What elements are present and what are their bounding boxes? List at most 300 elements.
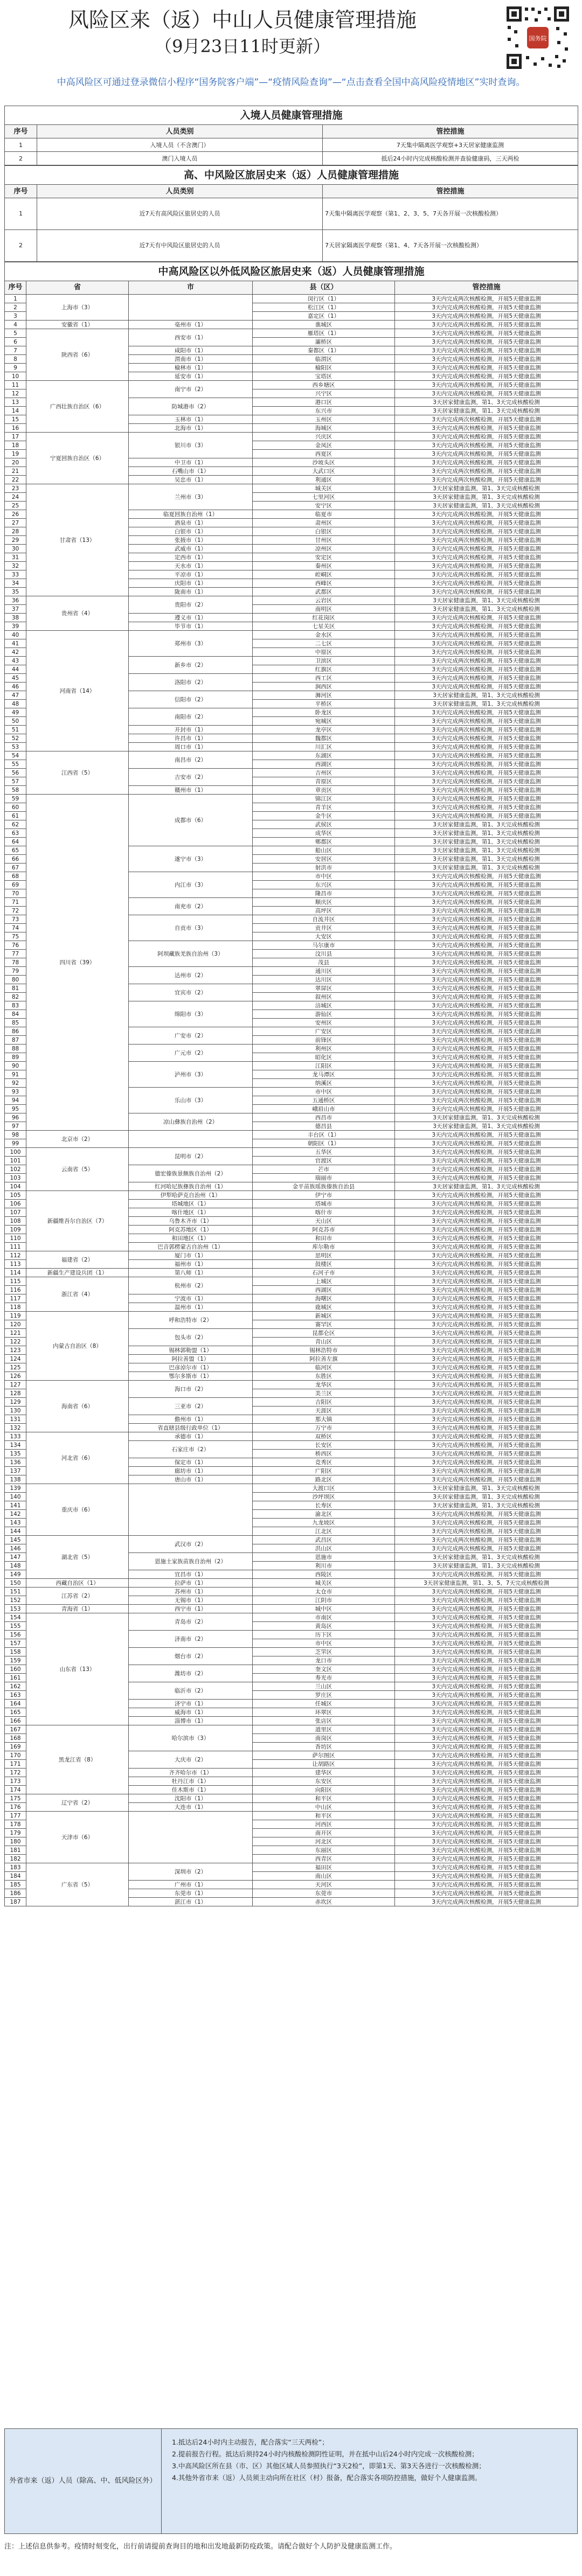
control-measure: 3天内完成两次核酸检测，开展5天健康监测 (395, 562, 578, 570)
city-cell: 昆明市（2） (129, 1148, 253, 1165)
city-cell: 防城港市（2） (129, 398, 253, 415)
district-cell: 东胜区 (253, 1372, 395, 1381)
province-cell: 安徽省（1） (26, 321, 129, 329)
district-cell: 广安区 (253, 1027, 395, 1036)
control-measure: 3天内完成两次核酸检测，开展5天健康监测 (395, 1139, 578, 1148)
control-measure: 3天内完成两次核酸检测，开展5天健康监测 (395, 907, 578, 915)
city-cell: 温州市（1） (129, 1303, 253, 1312)
district-cell: 塔城市 (253, 1200, 395, 1208)
row-index: 9 (5, 364, 26, 372)
row-index: 180 (5, 1837, 26, 1846)
table-row (5, 1269, 578, 1277)
city-cell: 呼和浩特市（2） (129, 1312, 253, 1329)
district-cell: 射洪市 (253, 864, 395, 872)
row-index: 183 (5, 1863, 26, 1872)
district-cell: 芒市 (253, 1165, 395, 1174)
control-measure: 3天内完成两次核酸检测，开展5天健康监测 (395, 1234, 578, 1243)
footer-line: 4.其他外省市来（返）人员须主动向所在社区（村）报备，配合落实各项防控措施，做好个人健康监测。 (172, 2474, 482, 2482)
page-title: 风险区来（返）中山人员健康管理措施 (68, 8, 417, 32)
city-cell: 济南市（2） (129, 1631, 253, 1648)
city-cell: 庆阳市（1） (129, 579, 253, 588)
control-measure: 3天内完成两次核酸检测，开展5天健康监测 (395, 1174, 578, 1182)
control-measure: 3天内完成两次核酸检测，开展5天健康监测 (395, 1389, 578, 1398)
city-cell: 天水市（1） (129, 562, 253, 570)
row-index: 135 (5, 1450, 26, 1458)
district-cell: 洪山区 (253, 1544, 395, 1553)
row-index: 92 (5, 1079, 26, 1088)
table-row (5, 295, 578, 303)
district-cell: 赤坎区 (253, 1898, 395, 1906)
province-cell: 河南省（14） (26, 631, 129, 751)
district-cell: 大安区 (253, 932, 395, 941)
control-measure: 3天内完成两次核酸检测，开展5天健康监测 (395, 674, 578, 683)
control-measure: 3天内完成两次核酸检测，开展5天健康监测 (395, 1303, 578, 1312)
district-cell: 长安区 (253, 1441, 395, 1450)
row-index: 20 (5, 458, 26, 467)
row-index: 97 (5, 1122, 26, 1131)
row-index: 56 (5, 769, 26, 777)
control-measure: 3天内完成两次核酸检测，开展5天健康监测 (395, 312, 578, 321)
row-index: 99 (5, 1139, 26, 1148)
city-cell: 巴彦淖尔市（1） (129, 1363, 253, 1372)
control-measure: 3天居家健康监测，第1、3天完成核酸检测 (395, 484, 578, 493)
row-index: 49 (5, 708, 26, 717)
district-cell: 利州区 (253, 1045, 395, 1053)
control-measure: 3天内完成两次核酸检测，开展5天健康监测 (395, 1096, 578, 1105)
province-cell: 陕西省（6） (26, 329, 129, 381)
city-cell: 德宏傣族景颇族自治州（2） (129, 1165, 253, 1182)
table-row (5, 1277, 578, 1286)
province-cell: 江苏省（2） (26, 1588, 129, 1605)
section3-table (4, 262, 578, 1906)
district-cell: 青原区 (253, 777, 395, 786)
row-index: 63 (5, 829, 26, 838)
table-row (5, 152, 578, 165)
control-measure: 3天内完成两次核酸检测，开展5天健康监测 (395, 1208, 578, 1217)
district-cell: 和田市 (253, 1234, 395, 1243)
row-index: 12 (5, 389, 26, 398)
control-measure: 3天居家健康监测，第1、3天完成核酸检测 (395, 864, 578, 872)
control-measure: 3天内完成两次核酸检测，开展5天健康监测 (395, 717, 578, 726)
district-cell: 南开区 (253, 1829, 395, 1837)
row-index: 27 (5, 519, 26, 527)
table-row (5, 1148, 578, 1157)
city-cell: 包头市（2） (129, 1329, 253, 1346)
row-index: 3 (5, 312, 26, 321)
control-measure: 3天内完成两次核酸检测，开展5天健康监测 (395, 1708, 578, 1717)
district-cell: 自流井区 (253, 915, 395, 924)
city-cell: 平凉市（1） (129, 570, 253, 579)
person-category: 澳门入境人员 (37, 152, 323, 165)
row-index: 60 (5, 803, 26, 812)
district-cell: 让胡路区 (253, 1760, 395, 1769)
city-cell: 成都市（6） (129, 795, 253, 846)
row-index: 126 (5, 1372, 26, 1381)
table-row (5, 795, 578, 803)
row-index: 41 (5, 639, 26, 648)
control-measure: 3天内完成两次核酸检测，开展5天健康监测 (395, 381, 578, 389)
row-index: 154 (5, 1613, 26, 1622)
city-cell: 泸州市（3） (129, 1062, 253, 1088)
control-measure: 3天内完成两次核酸检测，开展5天健康监测 (395, 588, 578, 596)
row-index: 186 (5, 1889, 26, 1898)
district-cell: 桥西区 (253, 1450, 395, 1458)
city-cell: 郑州市（3） (129, 631, 253, 657)
row-index: 155 (5, 1622, 26, 1631)
district-cell: 涧西区 (253, 683, 395, 691)
row-index: 59 (5, 795, 26, 803)
control-measure: 3天内完成两次核酸检测，开展5天健康监测 (395, 570, 578, 579)
control-measure: 3天内完成两次核酸检测，开展5天健康监测 (395, 1519, 578, 1527)
control-measure: 3天内完成两次核酸检测，开展5天健康监测 (395, 1079, 578, 1088)
district-cell: 历下区 (253, 1631, 395, 1639)
row-index: 91 (5, 1070, 26, 1079)
district-cell: 石河子市 (253, 1269, 395, 1277)
control-measure: 3天内完成两次核酸检测，开展5天健康监测 (395, 527, 578, 536)
province-cell: 河北省（6） (26, 1432, 129, 1484)
city-cell: 威海市（1） (129, 1708, 253, 1717)
city-cell: 西宁市（1） (129, 1605, 253, 1613)
control-measure: 3天内完成两次核酸检测，开展5天健康监测 (395, 1019, 578, 1027)
section3-body (5, 295, 578, 1906)
control-measure: 3天内完成两次核酸检测，开展5天健康监测 (395, 1407, 578, 1415)
row-index: 76 (5, 941, 26, 950)
table-row (5, 1251, 578, 1260)
row-index: 65 (5, 846, 26, 855)
city-cell: 淄博市（1） (129, 1717, 253, 1725)
city-cell: 南昌市（2） (129, 751, 253, 769)
district-cell: 临河区 (253, 1363, 395, 1372)
city-cell: 三亚市（2） (129, 1398, 253, 1415)
city-cell: 锡林郭勒盟（1） (129, 1346, 253, 1355)
row-index: 94 (5, 1096, 26, 1105)
province-cell: 内蒙古自治区（8） (26, 1312, 129, 1381)
row-index: 152 (5, 1596, 26, 1605)
city-cell: 伊犁哈萨克自治州（1） (129, 1191, 253, 1200)
row-index: 158 (5, 1648, 26, 1656)
row-index: 110 (5, 1234, 26, 1243)
row-index: 142 (5, 1510, 26, 1519)
district-cell: 中山区 (253, 1803, 395, 1812)
province-cell: 宁夏回族自治区（6） (26, 433, 129, 484)
district-cell: 武侯区 (253, 820, 395, 829)
control-measure: 3天内完成两次核酸检测，开展5天健康监测 (395, 1631, 578, 1639)
city-cell: 新乡市（2） (129, 657, 253, 674)
control-measure: 3天内完成两次核酸检测，开展5天健康监测 (395, 1148, 578, 1157)
city-cell: 阿克苏地区（1） (129, 1226, 253, 1234)
city-cell: 白银市（1） (129, 527, 253, 536)
table-row (5, 1432, 578, 1441)
city-cell: 济宁市（1） (129, 1700, 253, 1708)
section3-title: 中高风险区以外低风险区旅居史来（返）人员健康管理措施 (5, 262, 578, 281)
city-cell: 塔城地区（1） (129, 1200, 253, 1208)
control-measure: 3天内完成两次核酸检测，开展5天健康监测 (395, 1786, 578, 1794)
row-index: 159 (5, 1656, 26, 1665)
row-index: 166 (5, 1717, 26, 1725)
row-index: 64 (5, 838, 26, 846)
control-measure: 3天内完成两次核酸检测，开展5天健康监测 (395, 1217, 578, 1226)
row-index: 173 (5, 1777, 26, 1786)
table-row (5, 1605, 578, 1613)
district-cell: 江北区 (253, 1527, 395, 1536)
province-cell: 天津市（6） (26, 1812, 129, 1863)
control-measure: 3天内完成两次核酸检测，开展5天健康监测 (395, 1613, 578, 1622)
control-measure: 3天内完成两次核酸检测，开展5天健康监测 (395, 424, 578, 433)
row-index: 131 (5, 1415, 26, 1424)
row-index: 144 (5, 1527, 26, 1536)
district-cell: 汶川县 (253, 950, 395, 958)
district-cell: 红花岗区 (253, 614, 395, 622)
row-index: 101 (5, 1157, 26, 1165)
table-row (5, 596, 578, 605)
table-row (5, 321, 578, 329)
person-category: 近7天有高风险区旅居史的人员 (37, 198, 323, 230)
control-measure: 3天内完成两次核酸检测，开展5天健康监测 (395, 1855, 578, 1863)
control-measure: 3天内完成两次核酸检测，开展5天健康监测 (395, 1872, 578, 1881)
table-row (5, 433, 578, 441)
province-cell: 青海省（1） (26, 1605, 129, 1613)
control-measure: 3天内完成两次核酸检测，开展5天健康监测 (395, 639, 578, 648)
city-cell: 中卫市（1） (129, 458, 253, 467)
district-cell: 美兰区 (253, 1389, 395, 1398)
district-cell: 九龙坡区 (253, 1519, 395, 1527)
control-measure: 3天内完成两次核酸检测，开展5天健康监测 (395, 1674, 578, 1682)
control-measure: 3天内完成两次核酸检测，开展5天健康监测 (395, 1605, 578, 1613)
col-header: 人员类别 (37, 185, 323, 198)
district-cell: 朝阳区（1） (253, 1139, 395, 1148)
control-measure: 3天内完成两次核酸检测，开展5天健康监测 (395, 1320, 578, 1329)
district-cell: 临夏市 (253, 510, 395, 519)
control-measure: 3天内完成两次核酸检测，开展5天健康监测 (395, 476, 578, 484)
row-index: 85 (5, 1019, 26, 1027)
control-measure: 3天居家健康监测，第1、3天完成核酸检测 (395, 700, 578, 708)
district-cell: 和平区 (253, 1812, 395, 1820)
control-measure: 3天内完成两次核酸检测，开展5天健康监测 (395, 1424, 578, 1432)
district-cell: 龙华区 (253, 1381, 395, 1389)
district-cell: 道里区 (253, 1725, 395, 1734)
control-measure: 3天内完成两次核酸检测，开展5天健康监测 (395, 1700, 578, 1708)
control-measure: 3天居家健康监测，第1、3天完成核酸检测 (395, 398, 578, 407)
row-index: 4 (5, 321, 26, 329)
district-cell: 那大镇 (253, 1415, 395, 1424)
row-index: 149 (5, 1570, 26, 1579)
control-measure: 3天内完成两次核酸检测，开展5天健康监测 (395, 1381, 578, 1389)
control-measure: 3天内完成两次核酸检测，开展5天健康监测 (395, 1691, 578, 1700)
control-measure: 3天内完成两次核酸检测，开展5天健康监测 (395, 976, 578, 984)
row-index: 122 (5, 1338, 26, 1346)
district-cell: 五华区 (253, 1148, 395, 1157)
row-index: 84 (5, 1010, 26, 1019)
control-measure: 3天居家健康监测，第1、3天完成核酸检测 (395, 1484, 578, 1493)
row-index: 15 (5, 415, 26, 424)
row-index: 100 (5, 1148, 26, 1157)
district-cell: 东兴市 (253, 407, 395, 415)
control-measure: 7天集中隔离医学观察+3天居家健康监测 (323, 138, 578, 152)
district-cell: 魏都区 (253, 734, 395, 743)
city-cell: 吉安市（2） (129, 769, 253, 786)
row-index: 184 (5, 1872, 26, 1881)
district-cell: 五通桥区 (253, 1096, 395, 1105)
row-index: 105 (5, 1191, 26, 1200)
col-header: 序号 (5, 125, 37, 138)
row-index: 1 (5, 295, 26, 303)
row-index: 112 (5, 1251, 26, 1260)
district-cell: 秦都区（1） (253, 346, 395, 355)
control-measure: 3天内完成两次核酸检测，开展5天健康监测 (395, 743, 578, 751)
control-measure: 3天居家健康监测，第1、3天完成核酸检测 (395, 855, 578, 864)
table-row (5, 1191, 578, 1200)
row-index: 30 (5, 545, 26, 553)
control-measure: 3天内完成两次核酸检测，开展5天健康监测 (395, 984, 578, 993)
control-measure: 3天内完成两次核酸检测，开展5天健康监测 (395, 1415, 578, 1424)
district-cell: 前锋区 (253, 1036, 395, 1045)
district-cell: 城关区 (253, 484, 395, 493)
row-index: 81 (5, 984, 26, 993)
row-index: 117 (5, 1294, 26, 1303)
control-measure: 3天内完成两次核酸检测，开展5天健康监测 (395, 708, 578, 717)
district-cell: 安定区 (253, 553, 395, 562)
control-measure: 3天内完成两次核酸检测，开展5天健康监测 (395, 1045, 578, 1053)
col-header: 管控措施 (323, 185, 578, 198)
control-measure: 3天内完成两次核酸检测，开展5天健康监测 (395, 1070, 578, 1079)
district-cell: 万宁市 (253, 1424, 395, 1432)
district-cell: 西工区 (253, 674, 395, 683)
province-cell: 新疆生产建设兵团（1） (26, 1269, 129, 1277)
district-cell: 红旗区 (253, 665, 395, 674)
row-index: 86 (5, 1027, 26, 1036)
control-measure: 7天集中隔离医学观察（第1、2、3、5、7天各开展一次核酸检测） (323, 198, 578, 230)
district-cell: 芝罘区 (253, 1648, 395, 1656)
table-row (5, 1536, 578, 1544)
control-measure: 3天内完成两次核酸检测，开展5天健康监测 (395, 1527, 578, 1536)
district-cell: 甘州区 (253, 536, 395, 545)
city-cell: 阿拉善盟（1） (129, 1355, 253, 1363)
district-cell: 西昌市 (253, 1113, 395, 1122)
district-cell: 马尔康市 (253, 941, 395, 950)
table-row (5, 230, 578, 262)
district-cell: 上城区 (253, 1277, 395, 1286)
control-measure: 3天内完成两次核酸检测，开展5天健康监测 (395, 1656, 578, 1665)
district-cell: 锦江区 (253, 795, 395, 803)
footnote: 注：上述信息供参考。疫情时刻变化，出行前请提前查询目的地和出发地最新防疫政策。请配合做好个人防护及健康监测工作。 (4, 2543, 397, 2551)
row-index: 107 (5, 1208, 26, 1217)
district-cell: 市中区 (253, 1639, 395, 1648)
control-measure: 3天居家健康监测，第1、3天完成核酸检测 (395, 820, 578, 829)
district-cell: 临渭区 (253, 355, 395, 364)
row-index: 75 (5, 932, 26, 941)
city-cell: 临夏回族自治州（1） (129, 510, 253, 519)
control-measure: 3天内完成两次核酸检测，开展5天健康监测 (395, 950, 578, 958)
row-index: 140 (5, 1493, 26, 1501)
row-index: 67 (5, 864, 26, 872)
row-index: 57 (5, 777, 26, 786)
city-cell: 延安市（1） (129, 372, 253, 381)
table-row (5, 381, 578, 389)
district-cell: 郫都区 (253, 838, 395, 846)
control-measure: 3天内完成两次核酸检测，开展5天健康监测 (395, 795, 578, 803)
control-measure: 3天内完成两次核酸检测，开展5天健康监测 (395, 1450, 578, 1458)
row-index: 5 (5, 329, 26, 338)
district-cell: 灞桥区 (253, 338, 395, 346)
row-index: 161 (5, 1674, 26, 1682)
row-index: 72 (5, 907, 26, 915)
control-measure: 3天内完成两次核酸检测，开展5天健康监测 (395, 1846, 578, 1855)
table-row (5, 1312, 578, 1320)
row-index: 157 (5, 1639, 26, 1648)
row-index: 174 (5, 1786, 26, 1794)
district-cell: 纳溪区 (253, 1079, 395, 1088)
col-header: 县（区） (253, 281, 395, 295)
row-index: 50 (5, 717, 26, 726)
table-row (5, 1613, 578, 1622)
control-measure: 3天内完成两次核酸检测，开展5天健康监测 (395, 1329, 578, 1338)
district-cell: 龙亭区 (253, 726, 395, 734)
control-measure: 3天内完成两次核酸检测，开展5天健康监测 (395, 372, 578, 381)
city-cell: 信阳市（2） (129, 691, 253, 708)
district-cell: 西青区 (253, 1855, 395, 1863)
city-cell: 齐齐哈尔市（1） (129, 1769, 253, 1777)
city-cell: 广安市（2） (129, 1027, 253, 1045)
control-measure: 3天内完成两次核酸检测，开展5天健康监测 (395, 1432, 578, 1441)
control-measure: 3天内完成两次核酸检测，开展5天健康监测 (395, 1191, 578, 1200)
control-measure: 3天内完成两次核酸检测，开展5天健康监测 (395, 329, 578, 338)
control-measure: 3天内完成两次核酸检测，开展5天健康监测 (395, 993, 578, 1001)
control-measure: 3天居家健康监测，第1、3天完成核酸检测 (395, 1501, 578, 1510)
row-index: 108 (5, 1217, 26, 1226)
control-measure: 3天内完成两次核酸检测，开展5天健康监测 (395, 1536, 578, 1544)
city-cell: 深圳市（2） (129, 1863, 253, 1881)
city-cell: 定西市（1） (129, 553, 253, 562)
control-measure: 3天内完成两次核酸检测，开展5天健康监测 (395, 1363, 578, 1372)
district-cell: 船山区 (253, 846, 395, 855)
city-cell: 达州市（2） (129, 967, 253, 984)
city-cell: 和田地区（1） (129, 1234, 253, 1243)
district-cell: 兰山区 (253, 1682, 395, 1691)
control-measure: 3天内完成两次核酸检测，开展5天健康监测 (395, 1165, 578, 1174)
table-row (5, 1794, 578, 1803)
city-cell: 亳州市（1） (129, 321, 253, 329)
district-cell: 南山区 (253, 1872, 395, 1881)
district-cell: 七星关区 (253, 622, 395, 631)
district-cell: 任城区 (253, 1700, 395, 1708)
control-measure: 3天居家健康监测，第1、3天完成核酸检测 (395, 838, 578, 846)
row-index: 69 (5, 881, 26, 889)
city-cell: 大连市（1） (129, 1803, 253, 1812)
control-measure: 3天内完成两次核酸检测，开展5天健康监测 (395, 1760, 578, 1769)
district-cell: 玉州区 (253, 415, 395, 424)
control-measure: 3天内完成两次核酸检测，开展5天健康监测 (395, 1570, 578, 1579)
row-index: 6 (5, 338, 26, 346)
section1-body (5, 138, 578, 165)
row-index: 113 (5, 1260, 26, 1269)
row-index: 25 (5, 502, 26, 510)
city-cell: 广元市（2） (129, 1045, 253, 1062)
control-measure: 3天内完成两次核酸检测，开展5天健康监测 (395, 967, 578, 976)
city-cell: 厦门市（1） (129, 1251, 253, 1260)
control-measure: 3天居家健康监测，第1、3天完成核酸检测 (395, 1553, 578, 1562)
district-cell: 昭化区 (253, 1053, 395, 1062)
row-index: 79 (5, 967, 26, 976)
row-index: 1 (5, 198, 37, 230)
row-index: 185 (5, 1881, 26, 1889)
col-header: 序号 (5, 185, 37, 198)
city-cell: 鄂尔多斯市（1） (129, 1372, 253, 1381)
city-cell: 开封市（1） (129, 726, 253, 734)
qr-code-icon[interactable] (503, 3, 572, 72)
district-cell: 鼓楼区 (253, 1260, 395, 1269)
control-measure: 3天内完成两次核酸检测，开展5天健康监测 (395, 872, 578, 881)
control-measure: 3天居家健康监测，第1、3天完成核酸检测 (395, 1122, 578, 1131)
